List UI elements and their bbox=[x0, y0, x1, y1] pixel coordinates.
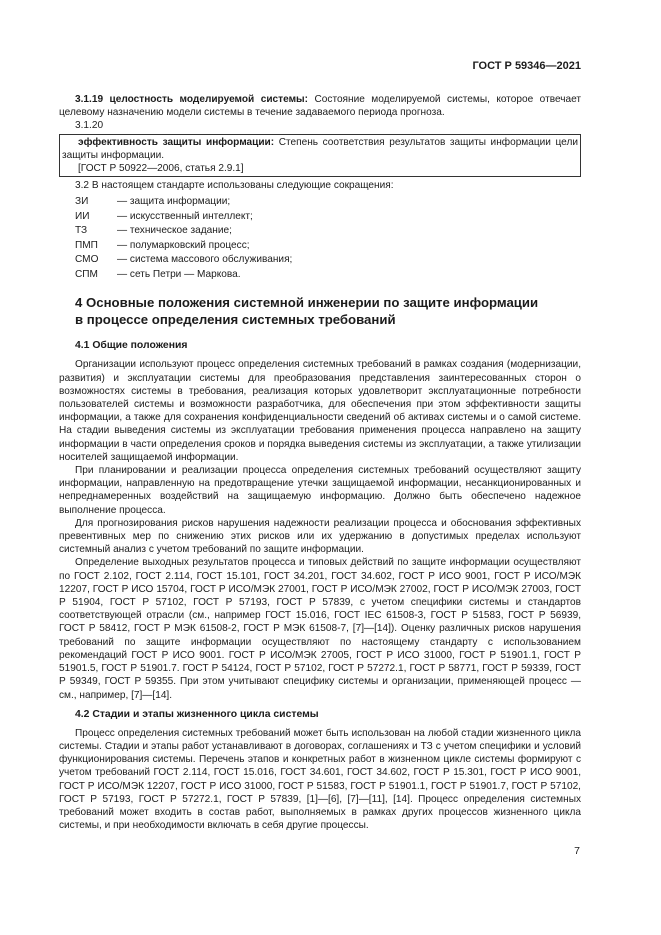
definition-text: Состояние моделируемой системы, которое отвечает целевому назначению модели системы в течение задаваемого периода прогноза. bbox=[59, 94, 582, 119]
paragraph: Процесс определения системных требований может быть использован на любой стадии жизненного цикла системы. Стадии и этапы работ устанавливают в договорах, соглашениях и ТЗ с учетом специфики и условий функционирования системы. Перечень этапов и конкретных работ в жизненном цикле системы формируют с учетом требований ГОСТ 2.114, ГОСТ 15.016, ГОСТ 34.601, ГОСТ 34.602, ГОСТ Р 15.301, ГОСТ Р ИСО 9001, ГОСТ Р ИСО/МЭК 12207, ГОСТ Р ИСО 31000, ГОСТ Р 51583, ГОСТ Р 51901.1, ГОСТ Р 51901.7, ГОСТ Р 57102, ГОСТ Р 57193, ГОСТ Р 57272.1, ГОСТ Р 57839, [1]—[6], [7]—[11], [14]. Процесс определения системных требований может входить в состав работ, выполняемых в рамках других процессов жизненного цикла системы, и при необходимости включать в себя другие процессы. bbox=[59, 727, 581, 832]
abbreviation-desc: — защита информации; bbox=[117, 196, 231, 208]
abbreviation-item bbox=[75, 223, 581, 238]
abbreviation-desc: — искусственный интеллект; bbox=[117, 210, 253, 222]
definition-text: Степень соответствия результатов защиты информации цели защиты информации. bbox=[62, 136, 578, 161]
definition-3-1-19 bbox=[59, 93, 581, 119]
abbreviation-item bbox=[75, 267, 581, 282]
abbreviation-code: СПМ bbox=[75, 268, 98, 280]
paragraph: Организации используют процесс определения системных требований в рамках создания (модернизации, развития) и эксплуатации системы для преобразования представления заинтересованных сторон о возможностях системы в требования, реализация которых удовлетворит эксплуатационные потребности пользователей системы и возможности разработчика, для обеспечения при этом эффективности защиты информации, а также для сохранения конфиденциальности сведений об активах системы и о самой системе. На стадии выведения системы из эксплуатации требования применения процесса направлено на защиту информации в части определения сроков и порядка выведения системы из эксплуатации, а также утилизации носителей защищаемой информации. bbox=[59, 359, 581, 463]
page-content bbox=[59, 93, 581, 832]
abbreviation-desc: — техническое задание; bbox=[117, 225, 232, 237]
abbreviation-desc: — сеть Петри — Маркова. bbox=[117, 268, 241, 280]
paragraph: Для прогнозирования рисков нарушения надежности реализации процесса и обоснования эффективных превентивных мер по снижению этих рисков или их удержанию в допустимых пределах используют системный анализ с учетом требований по защите информации. bbox=[59, 517, 581, 556]
abbreviation-code: ПМП bbox=[75, 239, 98, 251]
abbreviation-code: ИИ bbox=[75, 210, 90, 222]
abbreviations-intro: 3.2 В настоящем стандарте использованы следующие сокращения: bbox=[75, 180, 394, 192]
definition-source: [ГОСТ Р 50922—2006, статья 2.9.1] bbox=[78, 163, 244, 175]
abbreviation-desc: — полумарковский процесс; bbox=[117, 239, 250, 251]
page-number: 7 bbox=[574, 845, 580, 857]
abbreviation-code: СМО bbox=[75, 254, 99, 266]
abbreviation-desc: — система массового обслуживания; bbox=[117, 254, 293, 266]
abbreviation-item bbox=[75, 209, 581, 224]
abbreviations-list bbox=[75, 194, 581, 281]
abbreviation-item bbox=[75, 238, 581, 253]
subsection-4-2-title: 4.2 Стадии и этапы жизненного цикла системы bbox=[75, 708, 319, 720]
abbreviation-code: ТЗ bbox=[75, 225, 88, 237]
abbreviation-item bbox=[75, 194, 581, 209]
term-efficiency: эффективность защиты информации: bbox=[78, 136, 275, 148]
subsection-4-1-title: 4.1 Общие положения bbox=[75, 340, 188, 352]
term-integrity: 3.1.19 целостность моделируемой системы: bbox=[75, 94, 309, 105]
abbreviation-code: ЗИ bbox=[75, 196, 89, 208]
definition-3-1-20-box bbox=[59, 134, 581, 178]
paragraph: При планировании и реализации процесса определения системных требований осуществляют защиту информации, направленную на предотвращение утечки защищаемой информации, несанкционированных и непреднамеренных воздействий на защищаемую информацию. Должно быть обеспечено надежное выполнение процесса. bbox=[59, 465, 581, 516]
abbreviation-item bbox=[75, 252, 581, 267]
paragraph: Определение выходных результатов процесса и типовых действий по защите информации осуществляют по ГОСТ 2.102, ГОСТ 2.114, ГОСТ 15.101, ГОСТ 34.201, ГОСТ 34.602, ГОСТ Р ИСО 9001, ГОСТ Р ИСО/МЭК 12207, ГОСТ Р ИСО 15704, ГОСТ Р ИСО/МЭК 27001, ГОСТ Р ИСО/МЭК 27002, ГОСТ Р ИСО/МЭК 27003, ГОСТ Р 51904, ГОСТ Р 57102, ГОСТ Р 57193, ГОСТ Р 57839, с учетом специфики системы и стандартов соответствующей отрасли (см., например ГОСТ 15.016, ГОСТ IEC 61508-3, ГОСТ Р 51583, ГОСТ Р 56939, ГОСТ Р 58412, ГОСТ Р МЭК 61508-2, ГОСТ Р МЭК 61508-7, [7]—[14]). Оценку различных рисков нарушения требований по защите информации осуществляют по настоящему стандарту с использованием рекомендаций ГОСТ Р ИСО 9001. ГОСТ Р ИСО/МЭК 27005, ГОСТ Р ИСО 31000, ГОСТ Р 51901.1, ГОСТ Р 51901.5, ГОСТ Р 51901.7. ГОСТ Р 54124, ГОСТ Р 57102, ГОСТ Р 57272.1, ГОСТ Р 58771, ГОСТ Р 59339, ГОСТ Р 59349, ГОСТ Р 59355. При этом учитывают специфику системы и организации, применяющей процесс — см., например, [7]—[14]. bbox=[59, 557, 581, 701]
definition-number: 3.1.20 bbox=[75, 120, 104, 132]
document-header: ГОСТ Р 59346—2021 bbox=[472, 60, 581, 72]
definition-3-1-20 bbox=[62, 136, 578, 162]
section-4-title bbox=[75, 294, 581, 328]
section-title-line: в процессе определения системных требований bbox=[75, 312, 396, 328]
section-title-line: 4 Основные положения системной инженерии по защите информации bbox=[75, 295, 539, 311]
